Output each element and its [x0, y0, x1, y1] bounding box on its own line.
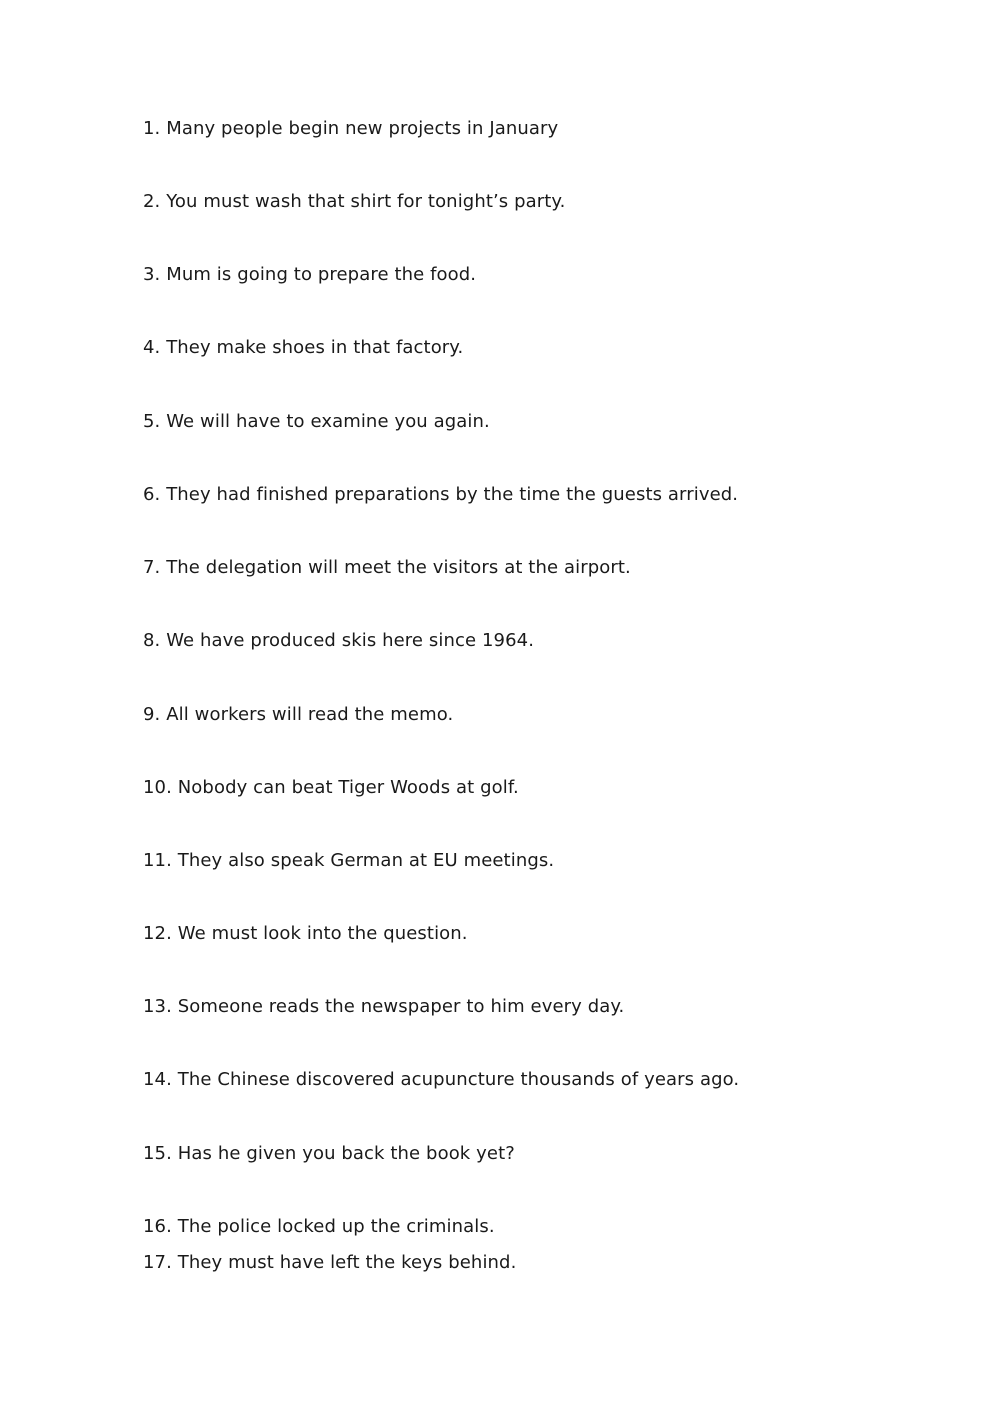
sentence-4: 4. They make shoes in that factory.	[143, 337, 464, 358]
sentence-14: 14. The Chinese discovered acupuncture thousands of years ago.	[143, 1069, 740, 1090]
sentence-16: 16. The police locked up the criminals.	[143, 1216, 495, 1237]
sentence-7: 7. The delegation will meet the visitors at the airport.	[143, 557, 631, 578]
sentence-2: 2. You must wash that shirt for tonight’s party.	[143, 191, 566, 212]
sentence-17: 17. They must have left the keys behind.	[143, 1252, 517, 1273]
sentence-9: 9. All workers will read the memo.	[143, 704, 454, 725]
sentence-15: 15. Has he given you back the book yet?	[143, 1143, 515, 1164]
sentence-5: 5. We will have to examine you again.	[143, 411, 490, 432]
sentence-1: 1. Many people begin new projects in January	[143, 118, 559, 139]
sentence-10: 10. Nobody can beat Tiger Woods at golf.	[143, 777, 519, 798]
sentence-8: 8. We have produced skis here since 1964.	[143, 630, 535, 651]
sentence-6: 6. They had finished preparations by the time the guests arrived.	[143, 484, 739, 505]
sentence-11: 11. They also speak German at EU meetings.	[143, 850, 555, 871]
sentence-3: 3. Mum is going to prepare the food.	[143, 264, 477, 285]
sentence-13: 13. Someone reads the newspaper to him every day.	[143, 996, 625, 1017]
sentence-12: 12. We must look into the question.	[143, 923, 468, 944]
